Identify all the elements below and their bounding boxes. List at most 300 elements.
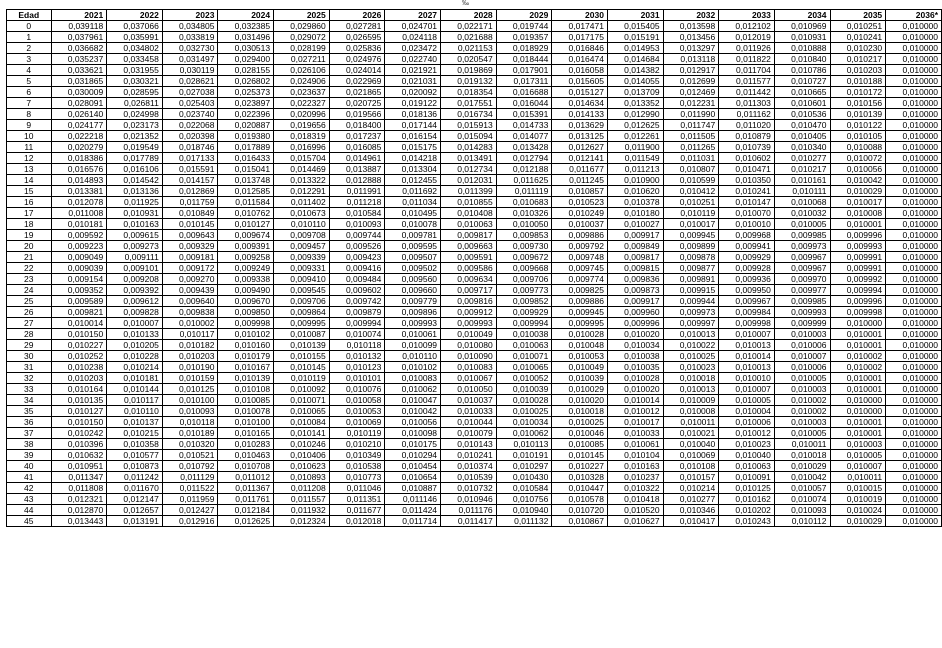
table-row: [7, 296, 942, 307]
rate-cell: 0,009612: [107, 296, 163, 307]
rate-cell: 0,023897: [218, 98, 274, 109]
age-cell: 1: [7, 32, 52, 43]
rate-cell: 0,009896: [385, 307, 441, 318]
age-cell: 15: [7, 186, 52, 197]
rate-cell: 0,010062: [385, 384, 441, 395]
rate-cell: 0,009991: [830, 263, 886, 274]
rate-cell: 0,010001: [830, 373, 886, 384]
rate-cell: 0,009950: [719, 285, 775, 296]
rate-cell: 0,010156: [830, 98, 886, 109]
rate-cell: 0,010122: [830, 120, 886, 131]
rate-cell: 0,010893: [274, 472, 330, 483]
rate-cell: 0,009915: [663, 285, 719, 296]
table-row: [7, 417, 942, 428]
rate-cell: 0,009339: [274, 252, 330, 263]
rate-cell: 0,014684: [607, 54, 663, 65]
age-cell: 23: [7, 274, 52, 285]
rate-cell: 0,010003: [774, 417, 830, 428]
table-row: [7, 362, 942, 373]
rate-cell: 0,011991: [329, 186, 385, 197]
rate-cell: 0,010000: [886, 274, 942, 285]
age-cell: 8: [7, 109, 52, 120]
rate-cell: 0,011714: [385, 516, 441, 527]
rate-cell: 0,010000: [886, 87, 942, 98]
rate-cell: 0,010123: [329, 362, 385, 373]
rate-cell: 0,010000: [886, 439, 942, 450]
rate-cell: 0,024998: [107, 109, 163, 120]
rate-cell: 0,009748: [552, 252, 608, 263]
rate-cell: 0,010887: [385, 483, 441, 494]
column-header-year: 2033: [719, 10, 775, 21]
rate-cell: 0,010127: [218, 219, 274, 230]
rate-cell: 0,018929: [496, 43, 552, 54]
rate-cell: 0,010001: [830, 384, 886, 395]
rate-cell: 0,010057: [774, 483, 830, 494]
table-row: [7, 65, 942, 76]
rate-cell: 0,009825: [552, 285, 608, 296]
rate-cell: 0,009660: [385, 285, 441, 296]
rate-cell: 0,009338: [218, 274, 274, 285]
rate-cell: 0,029072: [274, 32, 330, 43]
rate-cell: 0,009526: [329, 241, 385, 252]
rate-cell: 0,011549: [607, 153, 663, 164]
rate-cell: 0,010020: [607, 329, 663, 340]
age-cell: 21: [7, 252, 52, 263]
rate-cell: 0,010080: [441, 340, 497, 351]
rate-cell: 0,010005: [719, 395, 775, 406]
rate-cell: 0,010191: [496, 450, 552, 461]
rate-cell: 0,010006: [719, 417, 775, 428]
rate-cell: 0,010000: [886, 186, 942, 197]
rate-cell: 0,009742: [329, 296, 385, 307]
rate-cell: 0,010010: [719, 219, 775, 230]
rate-cell: 0,024014: [329, 65, 385, 76]
rate-cell: 0,010189: [162, 428, 218, 439]
rate-cell: 0,011900: [607, 142, 663, 153]
rate-cell: 0,026106: [274, 65, 330, 76]
table-row: [7, 142, 942, 153]
rate-cell: 0,009836: [607, 274, 663, 285]
rate-cell: 0,010007: [107, 318, 163, 329]
rate-cell: 0,030513: [218, 43, 274, 54]
rate-cell: 0,009708: [274, 230, 330, 241]
rate-cell: 0,013709: [607, 87, 663, 98]
rate-cell: 0,009998: [830, 307, 886, 318]
column-header-year: 2032: [663, 10, 719, 21]
rate-cell: 0,010050: [441, 384, 497, 395]
rate-cell: 0,010062: [496, 428, 552, 439]
rate-cell: 0,029400: [218, 54, 274, 65]
rate-cell: 0,010163: [107, 219, 163, 230]
rate-cell: 0,014961: [329, 153, 385, 164]
rate-cell: 0,017133: [162, 153, 218, 164]
rate-cell: 0,012625: [607, 120, 663, 131]
rate-cell: 0,014283: [441, 142, 497, 153]
rate-cell: 0,010000: [886, 54, 942, 65]
rate-cell: 0,009973: [774, 241, 830, 252]
rate-cell: 0,030119: [162, 65, 218, 76]
rate-cell: 0,011577: [719, 76, 775, 87]
rate-cell: 0,010083: [441, 362, 497, 373]
rate-cell: 0,010078: [218, 406, 274, 417]
rate-cell: 0,010025: [552, 417, 608, 428]
age-cell: 42: [7, 483, 52, 494]
table-row: [7, 109, 942, 120]
rate-cell: 0,010000: [830, 406, 886, 417]
rate-cell: 0,022969: [329, 76, 385, 87]
rate-cell: 0,010014: [607, 395, 663, 406]
rate-cell: 0,026595: [329, 32, 385, 43]
rate-cell: 0,027211: [274, 54, 330, 65]
rate-cell: 0,028621: [162, 76, 218, 87]
rate-cell: 0,010083: [385, 373, 441, 384]
rate-cell: 0,010000: [886, 241, 942, 252]
rate-cell: 0,009973: [663, 307, 719, 318]
rate-cell: 0,009744: [329, 230, 385, 241]
rate-cell: 0,010063: [441, 219, 497, 230]
age-cell: 30: [7, 351, 52, 362]
rate-cell: 0,009039: [51, 263, 107, 274]
rate-cell: 0,009945: [552, 307, 608, 318]
rate-cell: 0,010143: [441, 439, 497, 450]
rate-cell: 0,010021: [663, 428, 719, 439]
rate-cell: 0,031497: [162, 54, 218, 65]
rate-cell: 0,010175: [385, 439, 441, 450]
rate-cell: 0,010018: [774, 450, 830, 461]
rate-cell: 0,011245: [552, 175, 608, 186]
rate-cell: 0,012261: [607, 131, 663, 142]
rate-cell: 0,010000: [886, 406, 942, 417]
rate-cell: 0,009992: [830, 274, 886, 285]
rate-cell: 0,028155: [218, 65, 274, 76]
rate-cell: 0,009663: [441, 241, 497, 252]
rate-cell: 0,010100: [218, 417, 274, 428]
rate-cell: 0,019122: [385, 98, 441, 109]
age-cell: 40: [7, 461, 52, 472]
rate-cell: 0,009994: [496, 318, 552, 329]
rate-cell: 0,013352: [607, 98, 663, 109]
rate-cell: 0,009899: [663, 241, 719, 252]
rate-cell: 0,018136: [385, 109, 441, 120]
rate-cell: 0,010632: [51, 450, 107, 461]
rate-cell: 0,009828: [107, 307, 163, 318]
rate-cell: 0,010053: [329, 406, 385, 417]
rate-cell: 0,010042: [385, 406, 441, 417]
rate-cell: 0,021688: [441, 32, 497, 43]
rate-cell: 0,010093: [774, 505, 830, 516]
rate-cell: 0,019549: [107, 142, 163, 153]
rate-cell: 0,010408: [441, 208, 497, 219]
rate-cell: 0,010053: [552, 351, 608, 362]
rate-cell: 0,026811: [107, 98, 163, 109]
rate-cell: 0,010627: [607, 516, 663, 527]
rate-cell: 0,010034: [607, 340, 663, 351]
rate-cell: 0,009111: [107, 252, 163, 263]
rate-cell: 0,018400: [329, 120, 385, 131]
rate-cell: 0,010061: [385, 329, 441, 340]
rate-cell: 0,009352: [51, 285, 107, 296]
rate-cell: 0,033819: [162, 32, 218, 43]
rate-cell: 0,010739: [719, 142, 775, 153]
rate-cell: 0,011012: [218, 472, 274, 483]
rate-cell: 0,009994: [830, 285, 886, 296]
rate-cell: 0,010007: [830, 461, 886, 472]
rate-cell: 0,010000: [886, 296, 942, 307]
age-cell: 44: [7, 505, 52, 516]
rate-cell: 0,009917: [607, 230, 663, 241]
rate-cell: 0,012018: [329, 516, 385, 527]
rate-cell: 0,010217: [774, 164, 830, 175]
rate-cell: 0,011442: [719, 87, 775, 98]
rate-cell: 0,010010: [719, 373, 775, 384]
rate-cell: 0,018746: [162, 142, 218, 153]
rate-cell: 0,024118: [385, 32, 441, 43]
rate-cell: 0,011218: [329, 197, 385, 208]
rate-cell: 0,012585: [218, 186, 274, 197]
rate-cell: 0,034802: [107, 43, 163, 54]
rate-cell: 0,009391: [218, 241, 274, 252]
rate-cell: 0,009560: [385, 274, 441, 285]
rate-cell: 0,010294: [385, 450, 441, 461]
rate-cell: 0,010521: [162, 450, 218, 461]
rate-cell: 0,010000: [886, 120, 942, 131]
rate-cell: 0,010249: [552, 208, 608, 219]
rate-cell: 0,011557: [274, 494, 330, 505]
column-header-year: 2022: [107, 10, 163, 21]
rate-cell: 0,010099: [385, 340, 441, 351]
rate-cell: 0,010165: [218, 428, 274, 439]
age-cell: 36: [7, 417, 52, 428]
rate-cell: 0,009984: [719, 307, 775, 318]
rate-cell: 0,010727: [774, 76, 830, 87]
rate-cell: 0,009985: [774, 296, 830, 307]
rate-cell: 0,010000: [886, 417, 942, 428]
rate-cell: 0,010002: [830, 362, 886, 373]
rate-cell: 0,010113: [496, 439, 552, 450]
table-row: [7, 406, 942, 417]
rate-cell: 0,015391: [496, 109, 552, 120]
rate-cell: 0,010773: [329, 472, 385, 483]
rate-cell: 0,010034: [496, 417, 552, 428]
rate-cell: 0,010000: [886, 197, 942, 208]
table-row: [7, 373, 942, 384]
rate-cell: 0,009773: [496, 285, 552, 296]
rate-cell: 0,010125: [162, 384, 218, 395]
rate-cell: 0,010167: [218, 362, 274, 373]
rate-cell: 0,009774: [552, 274, 608, 285]
rate-cell: 0,011959: [162, 494, 218, 505]
rate-cell: 0,009998: [218, 318, 274, 329]
table-row: [7, 450, 942, 461]
mortality-rate-table: [6, 9, 942, 527]
rate-cell: 0,010150: [51, 329, 107, 340]
rate-cell: 0,022218: [51, 131, 107, 142]
rate-cell: 0,010042: [774, 472, 830, 483]
rate-cell: 0,014157: [162, 175, 218, 186]
rate-cell: 0,010061: [607, 439, 663, 450]
rate-cell: 0,011808: [51, 483, 107, 494]
rate-cell: 0,010003: [774, 384, 830, 395]
rate-cell: 0,010029: [552, 384, 608, 395]
rate-cell: 0,009944: [663, 296, 719, 307]
rate-cell: 0,012324: [274, 516, 330, 527]
rate-cell: 0,012734: [441, 164, 497, 175]
rate-cell: 0,010000: [886, 131, 942, 142]
rate-cell: 0,010000: [886, 98, 942, 109]
rate-cell: 0,013428: [496, 142, 552, 153]
rate-cell: 0,010011: [830, 472, 886, 483]
rate-cell: 0,009929: [719, 252, 775, 263]
rate-cell: 0,010088: [830, 142, 886, 153]
rate-cell: 0,009392: [107, 285, 163, 296]
rate-cell: 0,013125: [552, 131, 608, 142]
rate-cell: 0,009817: [441, 230, 497, 241]
rate-cell: 0,009999: [774, 318, 830, 329]
age-cell: 35: [7, 406, 52, 417]
rate-cell: 0,009706: [274, 296, 330, 307]
age-cell: 14: [7, 175, 52, 186]
rate-cell: 0,024701: [385, 21, 441, 32]
rate-cell: 0,009674: [218, 230, 274, 241]
rate-cell: 0,009850: [218, 307, 274, 318]
rate-cell: 0,011670: [107, 483, 163, 494]
rate-cell: 0,010346: [663, 505, 719, 516]
age-cell: 10: [7, 131, 52, 142]
rate-cell: 0,013491: [441, 153, 497, 164]
rate-cell: 0,010056: [830, 164, 886, 175]
rate-cell: 0,012427: [162, 505, 218, 516]
rate-cell: 0,009891: [663, 274, 719, 285]
rate-cell: 0,010135: [51, 395, 107, 406]
rate-cell: 0,010012: [607, 406, 663, 417]
rate-cell: 0,010072: [830, 153, 886, 164]
age-cell: 33: [7, 384, 52, 395]
rate-cell: 0,009945: [663, 230, 719, 241]
rate-cell: 0,013381: [51, 186, 107, 197]
rate-cell: 0,017311: [496, 76, 552, 87]
rate-cell: 0,009879: [329, 307, 385, 318]
rate-cell: 0,035237: [51, 54, 107, 65]
table-row: [7, 43, 942, 54]
rate-cell: 0,010430: [496, 472, 552, 483]
rate-cell: 0,010855: [441, 197, 497, 208]
rate-cell: 0,010708: [218, 461, 274, 472]
rate-cell: 0,010161: [774, 175, 830, 186]
table-row: [7, 131, 942, 142]
rate-cell: 0,010119: [274, 373, 330, 384]
rate-cell: 0,032385: [218, 21, 274, 32]
rate-cell: 0,025403: [162, 98, 218, 109]
rate-cell: 0,010127: [51, 406, 107, 417]
rate-cell: 0,010020: [552, 395, 608, 406]
age-cell: 41: [7, 472, 52, 483]
table-row: [7, 241, 942, 252]
rate-cell: 0,010007: [719, 329, 775, 340]
table-row: [7, 208, 942, 219]
rate-cell: 0,010188: [830, 76, 886, 87]
rate-cell: 0,010328: [552, 472, 608, 483]
rate-cell: 0,010000: [886, 428, 942, 439]
rate-cell: 0,010406: [274, 450, 330, 461]
rate-cell: 0,017237: [329, 131, 385, 142]
rate-cell: 0,010032: [774, 208, 830, 219]
rate-cell: 0,020996: [274, 109, 330, 120]
rate-cell: 0,009595: [385, 241, 441, 252]
rate-cell: 0,010867: [552, 516, 608, 527]
rate-cell: 0,011926: [719, 43, 775, 54]
rate-cell: 0,009172: [162, 263, 218, 274]
rate-cell: 0,010074: [329, 329, 385, 340]
rate-cell: 0,009602: [329, 285, 385, 296]
rate-cell: 0,018444: [496, 54, 552, 65]
rate-cell: 0,009878: [663, 252, 719, 263]
rate-cell: 0,010013: [663, 329, 719, 340]
rate-cell: 0,010098: [385, 428, 441, 439]
rate-cell: 0,011677: [552, 164, 608, 175]
rate-cell: 0,010000: [886, 65, 942, 76]
rate-cell: 0,010217: [830, 54, 886, 65]
rate-cell: 0,010002: [830, 351, 886, 362]
rate-cell: 0,009998: [719, 318, 775, 329]
rate-cell: 0,010145: [552, 450, 608, 461]
column-header-edad: Edad: [7, 10, 52, 21]
rate-cell: 0,010039: [496, 384, 552, 395]
rate-cell: 0,013136: [107, 186, 163, 197]
rate-cell: 0,010046: [552, 428, 608, 439]
rate-cell: 0,010417: [663, 516, 719, 527]
rate-cell: 0,010044: [441, 417, 497, 428]
rate-cell: 0,023173: [107, 120, 163, 131]
rate-cell: 0,010147: [719, 197, 775, 208]
rate-cell: 0,010756: [496, 494, 552, 505]
rate-cell: 0,010900: [607, 175, 663, 186]
rate-cell: 0,010673: [274, 208, 330, 219]
rate-cell: 0,009960: [607, 307, 663, 318]
rate-cell: 0,012699: [663, 76, 719, 87]
rate-cell: 0,010946: [441, 494, 497, 505]
rate-cell: 0,010350: [719, 175, 775, 186]
rate-cell: 0,009941: [719, 241, 775, 252]
rate-cell: 0,010358: [107, 439, 163, 450]
rate-cell: 0,010227: [552, 461, 608, 472]
rate-cell: 0,011822: [719, 54, 775, 65]
rate-cell: 0,010155: [274, 351, 330, 362]
table-row: [7, 87, 942, 98]
rate-cell: 0,010013: [719, 362, 775, 373]
rate-cell: 0,010013: [663, 384, 719, 395]
rate-cell: 0,010181: [51, 219, 107, 230]
rate-cell: 0,011932: [274, 505, 330, 516]
rate-cell: 0,009993: [441, 318, 497, 329]
table-row: [7, 230, 942, 241]
rate-cell: 0,010063: [719, 461, 775, 472]
rate-cell: 0,009995: [274, 318, 330, 329]
rate-cell: 0,010000: [886, 384, 942, 395]
table-row: [7, 274, 942, 285]
rate-cell: 0,009792: [552, 241, 608, 252]
table-row: [7, 505, 942, 516]
rate-cell: 0,021865: [329, 87, 385, 98]
rate-cell: 0,009993: [385, 318, 441, 329]
rate-cell: 0,011747: [663, 120, 719, 131]
rate-cell: 0,010000: [886, 362, 942, 373]
rate-cell: 0,009730: [496, 241, 552, 252]
rate-cell: 0,010536: [774, 109, 830, 120]
rate-cell: 0,010133: [107, 329, 163, 340]
column-header-year: 2036*: [886, 10, 942, 21]
age-cell: 28: [7, 329, 52, 340]
age-cell: 3: [7, 54, 52, 65]
